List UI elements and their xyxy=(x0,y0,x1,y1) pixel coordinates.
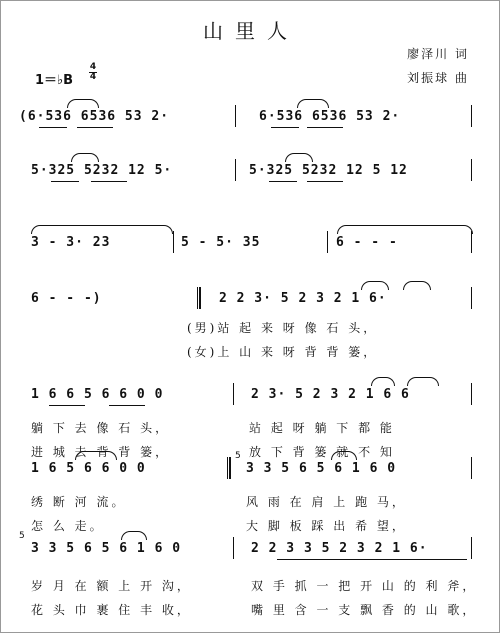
lyric-line: 怎 么 走。 xyxy=(31,519,105,533)
barline xyxy=(471,231,472,253)
lyric-line: 嘴 里 含 一 支 飘 香 的 山 歌， xyxy=(251,603,478,617)
lyric-line: 绣 断 河 流。 xyxy=(31,495,127,509)
beam xyxy=(49,405,85,406)
slur xyxy=(361,281,389,290)
beam xyxy=(39,127,67,128)
barline xyxy=(235,105,236,127)
beam xyxy=(91,181,127,182)
notation-segment: 3 3 5 6 5 6 1 6 0 xyxy=(246,461,397,476)
notation-segment: 2 3· 5 2 3 2 1 6 6 xyxy=(251,387,410,402)
song-title: 山里人 xyxy=(203,19,299,43)
barline xyxy=(173,231,174,253)
slur xyxy=(121,531,147,540)
notation-segment: 6 - - -) xyxy=(31,291,102,306)
notation-segment: 3 3 5 6 5 6 1 6 0 xyxy=(31,541,182,556)
beam xyxy=(269,181,297,182)
lyricist-credit: 廖泽川 词 xyxy=(407,47,469,61)
notation-segment: (6·536 6536 53 2· xyxy=(19,109,170,124)
composer-credit: 刘振球 曲 xyxy=(407,71,469,85)
barline xyxy=(233,383,234,405)
repeat-barline xyxy=(227,457,231,479)
beam xyxy=(271,127,299,128)
notation-segment: 5 - 5· 35 xyxy=(181,235,261,250)
tie xyxy=(337,225,473,234)
notation-segment: 2 2 3 3 5 2 3 2 1 6· xyxy=(251,541,428,556)
beam xyxy=(51,181,79,182)
beam xyxy=(277,559,467,560)
lyric-line: (女)上 山 来 呀 背 背 篓， xyxy=(187,345,379,359)
lyric-line: 躺 下 去 像 石 头， xyxy=(31,421,171,435)
lyric-line: 放 下 背 篓 就 不 知 xyxy=(249,445,395,459)
volta-mark: 5 xyxy=(235,451,241,461)
notation-segment: 1 6 6 5 6 6 0 0 xyxy=(31,387,164,402)
notation-segment: 3 - 3· 23 xyxy=(31,235,111,250)
lyric-line: 大 脚 板 踩 出 希 望， xyxy=(246,519,407,533)
lyric-line: 双 手 抓 一 把 开 山 的 利 斧， xyxy=(251,579,478,593)
barline xyxy=(471,383,472,405)
slur xyxy=(403,281,431,290)
beam xyxy=(77,127,113,128)
notation-segment: 6·536 6536 53 2· xyxy=(259,109,401,124)
beam xyxy=(109,405,145,406)
slur xyxy=(71,153,99,162)
lyric-line: 风 雨 在 肩 上 跑 马， xyxy=(246,495,407,509)
lyric-line: 花 头 巾 裹 住 丰 收， xyxy=(31,603,192,617)
notation-segment: 5·325 5232 12 5 12 xyxy=(249,163,408,178)
slur xyxy=(407,377,439,386)
lyric-line: 进 城 去 背 背 篓， xyxy=(31,445,171,459)
beam xyxy=(307,127,343,128)
barline xyxy=(471,287,472,309)
barline xyxy=(471,159,472,181)
time-signature-top: 4 xyxy=(89,62,97,72)
notation-segment: 5·325 5232 12 5· xyxy=(31,163,173,178)
barline xyxy=(233,537,234,559)
barline xyxy=(471,457,472,479)
lyric-line: 站 起 呀 躺 下 都 能 xyxy=(249,421,395,435)
tie xyxy=(31,225,173,234)
key-signature: 1＝♭B xyxy=(35,73,74,88)
repeat-barline xyxy=(197,287,201,309)
notation-segment: 2 2 3· 5 2 3 2 1 6· xyxy=(219,291,387,306)
lyric-line: 岁 月 在 额 上 开 沟， xyxy=(31,579,192,593)
slur xyxy=(371,377,395,386)
time-signature xyxy=(89,63,97,82)
beam xyxy=(307,181,343,182)
notation-segment: 1 6 5 6 6 0 0 xyxy=(31,461,146,476)
slur xyxy=(67,99,99,108)
time-signature-bottom: 4 xyxy=(89,72,97,82)
lyric-line: (男)站 起 来 呀 像 石 头， xyxy=(187,321,379,335)
volta-mark: 5 xyxy=(19,531,25,541)
barline xyxy=(471,105,472,127)
slur xyxy=(297,99,329,108)
notation-segment: 6 - - - xyxy=(336,235,398,250)
slur xyxy=(285,153,313,162)
barline xyxy=(235,159,236,181)
barline xyxy=(471,537,472,559)
barline xyxy=(327,231,328,253)
